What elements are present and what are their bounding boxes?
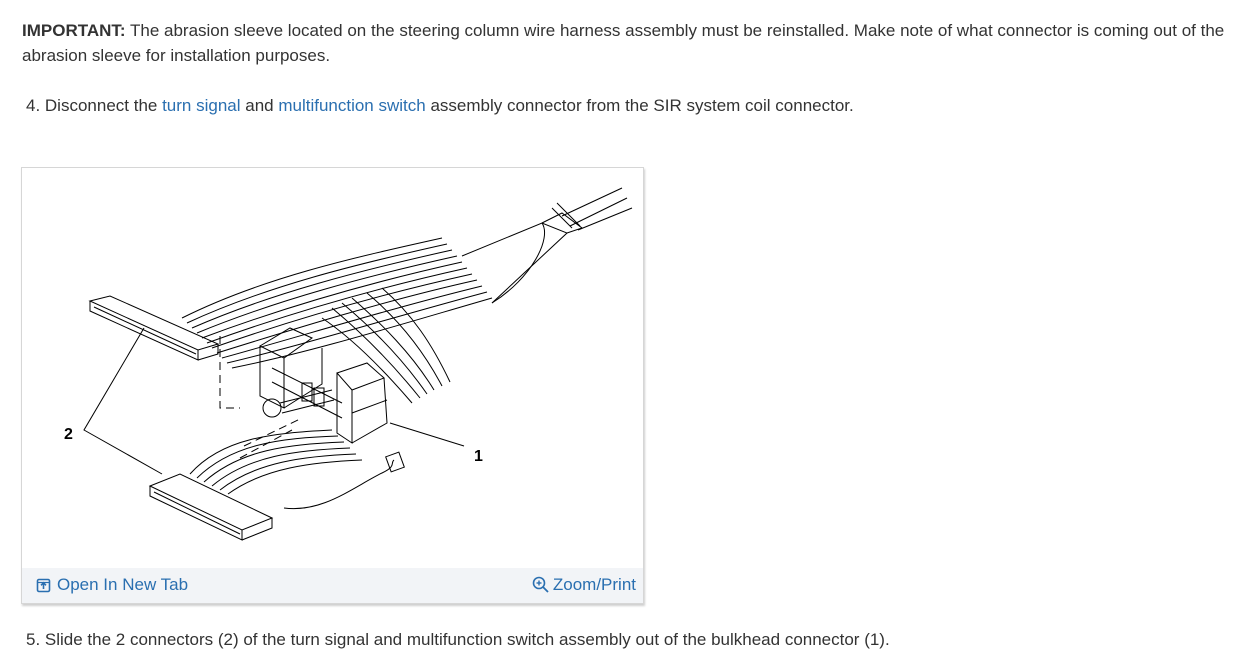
important-note <box>22 18 1237 68</box>
step-4-suffix: assembly connector from the SIR system coil connector. <box>425 96 854 115</box>
important-text: The abrasion sleeve located on the steering column wire harness assembly must be reinstalled. Make note of what connector is coming out of the abrasion sleeve for installation purposes. <box>22 21 1225 65</box>
important-label: IMPORTANT: <box>22 21 126 40</box>
step-5-instruction: 5. Slide the 2 connectors (2) of the turn signal and multifunction switch assembly out of the bulkhead connector (1). <box>26 630 890 649</box>
callout-1: 1 <box>474 448 483 465</box>
step-4-instruction <box>26 93 854 118</box>
zoom-in-icon <box>532 576 550 594</box>
diagram-figure <box>21 167 644 604</box>
open-in-new-tab-button[interactable] <box>36 574 188 596</box>
step-4-prefix: 4. Disconnect the <box>26 96 163 115</box>
step-4-middle: and <box>240 96 279 115</box>
multifunction-switch-link[interactable]: multifunction switch <box>278 96 426 115</box>
turn-signal-link[interactable]: turn signal <box>162 96 241 115</box>
zoom-print-button[interactable] <box>532 574 636 596</box>
figure-toolbar <box>22 568 643 603</box>
open-new-tab-icon <box>36 578 51 593</box>
wire-harness-diagram <box>22 168 643 568</box>
open-in-new-tab-label: Open In New Tab <box>57 575 189 594</box>
callout-2: 2 <box>64 426 73 443</box>
zoom-print-label: Zoom/Print <box>552 575 636 594</box>
